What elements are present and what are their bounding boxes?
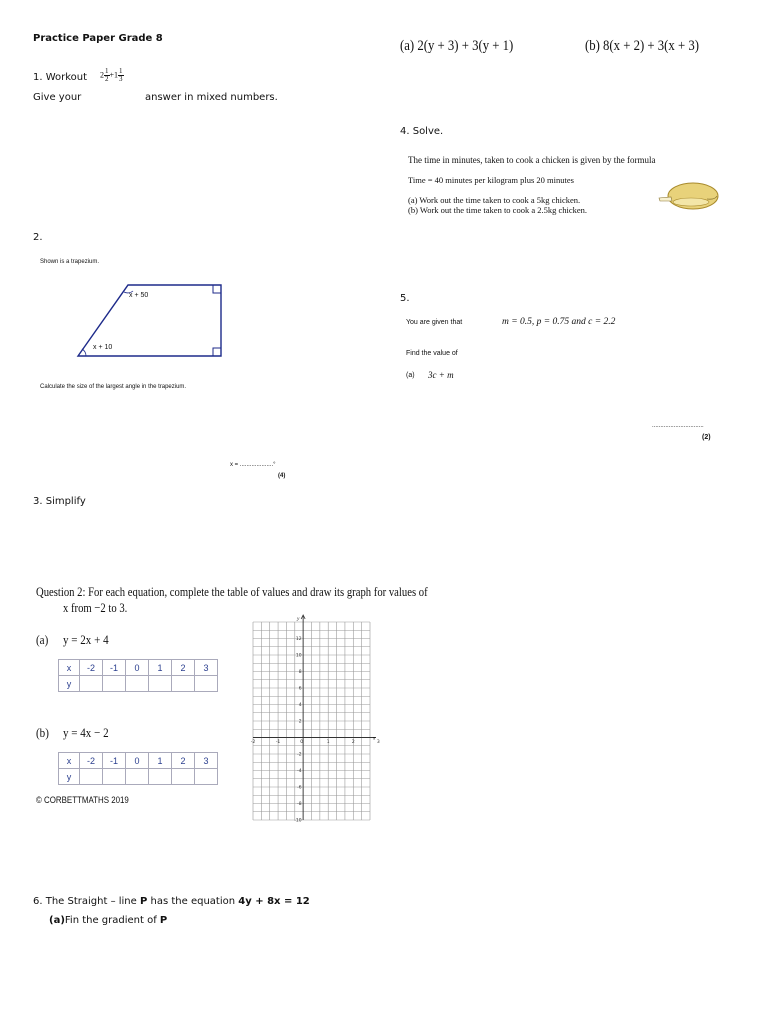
graph-q-title-2: x from −2 to 3.: [63, 600, 128, 615]
x-tick-label: -2: [250, 740, 256, 745]
y-tick-label: 6: [298, 686, 302, 692]
q1-instruction-b: answer in mixed numbers.: [145, 92, 278, 103]
q6-text-2: has the equation: [147, 896, 239, 907]
table-cell[interactable]: [103, 769, 126, 785]
x-tick-label: 2: [351, 740, 355, 745]
part-a-label: (a): [36, 632, 49, 647]
x-tick-label: 3: [376, 740, 380, 745]
q5-part-a-label: (a): [406, 372, 415, 379]
table-cell[interactable]: [149, 769, 172, 785]
q5-given-values: m = 0.5, p = 0.75 and c = 2.2: [502, 317, 616, 327]
table-cell[interactable]: [149, 676, 172, 692]
table-a-y-row: [59, 676, 218, 692]
part-b-equation: y = 4x − 2: [63, 725, 109, 740]
y-tick-label: 12: [295, 637, 302, 643]
q1-instruction-a: Give your: [33, 92, 82, 103]
q5-find: Find the value of: [406, 350, 458, 357]
q3-part-b: (b) 8(x + 2) + 3(x + 3): [585, 38, 699, 54]
x-tick-label: -1: [275, 740, 281, 745]
right-angle-top: [213, 285, 221, 293]
table-cell: 1: [149, 753, 172, 769]
y-tick-label: 10: [295, 653, 302, 659]
table-b-y-row: [59, 769, 218, 785]
q5-label: 5.: [400, 293, 410, 304]
q5-marks: (2): [702, 434, 711, 441]
table-cell: -1: [103, 660, 126, 676]
table-cell: 0: [126, 753, 149, 769]
y-tick-label: -10: [294, 818, 302, 824]
q5-part-a-expr: 3c + m: [428, 370, 454, 380]
q6-line-1: [33, 896, 310, 907]
q1-whole-1: 2: [100, 70, 104, 80]
y-tick-label: -4: [297, 769, 302, 775]
q4-part-b: (b) Work out the time taken to cook a 2.5kg chicken.: [408, 205, 588, 215]
bottom-angle-label: x + 10: [93, 344, 113, 351]
q6-part-a-text: Fin the gradient of: [64, 915, 160, 926]
q1-whole-2: 1: [114, 70, 119, 80]
q2-prompt: Calculate the size of the largest angle in the trapezium.: [40, 384, 187, 390]
table-cell[interactable]: [195, 676, 218, 692]
page-title: Practice Paper Grade 8: [33, 33, 163, 44]
q1-num-1: 1: [105, 67, 109, 75]
table-cell[interactable]: [103, 676, 126, 692]
table-cell: 2: [172, 660, 195, 676]
table-cell[interactable]: [195, 769, 218, 785]
table-cell[interactable]: [126, 676, 149, 692]
table-cell[interactable]: [80, 676, 103, 692]
q5-given-text: You are given that: [406, 319, 463, 326]
q1-den-2: 3: [119, 75, 123, 83]
q6-text-1: 6. The Straight – line: [33, 896, 140, 907]
table-cell[interactable]: [126, 769, 149, 785]
part-b-label: (b): [36, 725, 49, 740]
q1-operator: +: [109, 70, 115, 80]
q1-label: 1. Workout: [33, 72, 88, 83]
table-cell: -2: [80, 660, 103, 676]
table-cell: 3: [195, 753, 218, 769]
trapezium-figure: [70, 278, 230, 364]
table-cell: -1: [103, 753, 126, 769]
part-a-equation: y = 2x + 4: [63, 632, 109, 647]
table-cell: y: [59, 769, 80, 785]
q3-label: 3. Simplify: [33, 496, 86, 507]
table-a: [58, 659, 218, 692]
coordinate-grid: [245, 612, 380, 824]
q3-part-a: (a) 2(y + 3) + 3(y + 1): [400, 38, 514, 54]
q1-expression: [100, 68, 124, 83]
x-axis-label: x: [373, 736, 376, 742]
roast-chicken-icon: [655, 178, 721, 214]
table-cell[interactable]: [172, 769, 195, 785]
copyright-text: © CORBETTMATHS 2019: [36, 795, 129, 805]
table-cell[interactable]: [80, 769, 103, 785]
y-tick-label: -8: [297, 802, 302, 808]
x-tick-label: 0: [300, 740, 304, 745]
table-b-x-row: [59, 753, 218, 769]
table-cell: 1: [149, 660, 172, 676]
y-tick-label: -2: [297, 752, 302, 758]
q4-part-a: (a) Work out the time taken to cook a 5kg chicken.: [408, 195, 581, 205]
q1-den-1: 2: [105, 75, 109, 83]
q5-answer-line: ...............................: [652, 423, 704, 429]
right-angle-bottom: [213, 348, 221, 356]
y-axis-label: y: [297, 617, 300, 622]
q1-num-2: 1: [119, 67, 123, 75]
q2-answer-line: x = ....................°: [230, 462, 276, 468]
q4-line-2: Time = 40 minutes per kilogram plus 20 minutes: [408, 175, 574, 185]
q6-line-name: P: [139, 896, 148, 907]
top-angle-label: x + 50: [129, 292, 149, 299]
x-tick-label: 1: [326, 740, 330, 745]
q4-line-1: The time in minutes, taken to cook a chicken is given by the formula: [408, 155, 656, 165]
q6-part-a-line-name: P: [159, 915, 168, 926]
table-cell: 2: [172, 753, 195, 769]
table-b: [58, 752, 218, 785]
y-tick-label: 4: [298, 703, 302, 709]
q6-part-a: [49, 915, 167, 926]
graph-q-title-1: Question 2: For each equation, complete the table of values and draw its graph for values of: [36, 584, 428, 599]
q4-label: 4. Solve.: [400, 126, 444, 137]
q2-marks: (4): [278, 473, 286, 479]
table-cell: y: [59, 676, 80, 692]
table-a-x-row: [59, 660, 218, 676]
y-tick-label: 2: [298, 719, 302, 725]
table-cell: 0: [126, 660, 149, 676]
table-cell: -2: [80, 753, 103, 769]
q6-equation: 4y + 8x = 12: [238, 896, 310, 907]
table-cell: x: [59, 660, 80, 676]
q2-caption: Shown is a trapezium.: [40, 259, 100, 265]
table-cell: 3: [195, 660, 218, 676]
q2-label: 2.: [33, 232, 43, 243]
y-tick-label: -6: [297, 785, 302, 791]
q6-part-a-label: (a): [49, 915, 65, 926]
y-tick-label: 8: [298, 670, 302, 676]
table-cell[interactable]: [172, 676, 195, 692]
table-cell: x: [59, 753, 80, 769]
